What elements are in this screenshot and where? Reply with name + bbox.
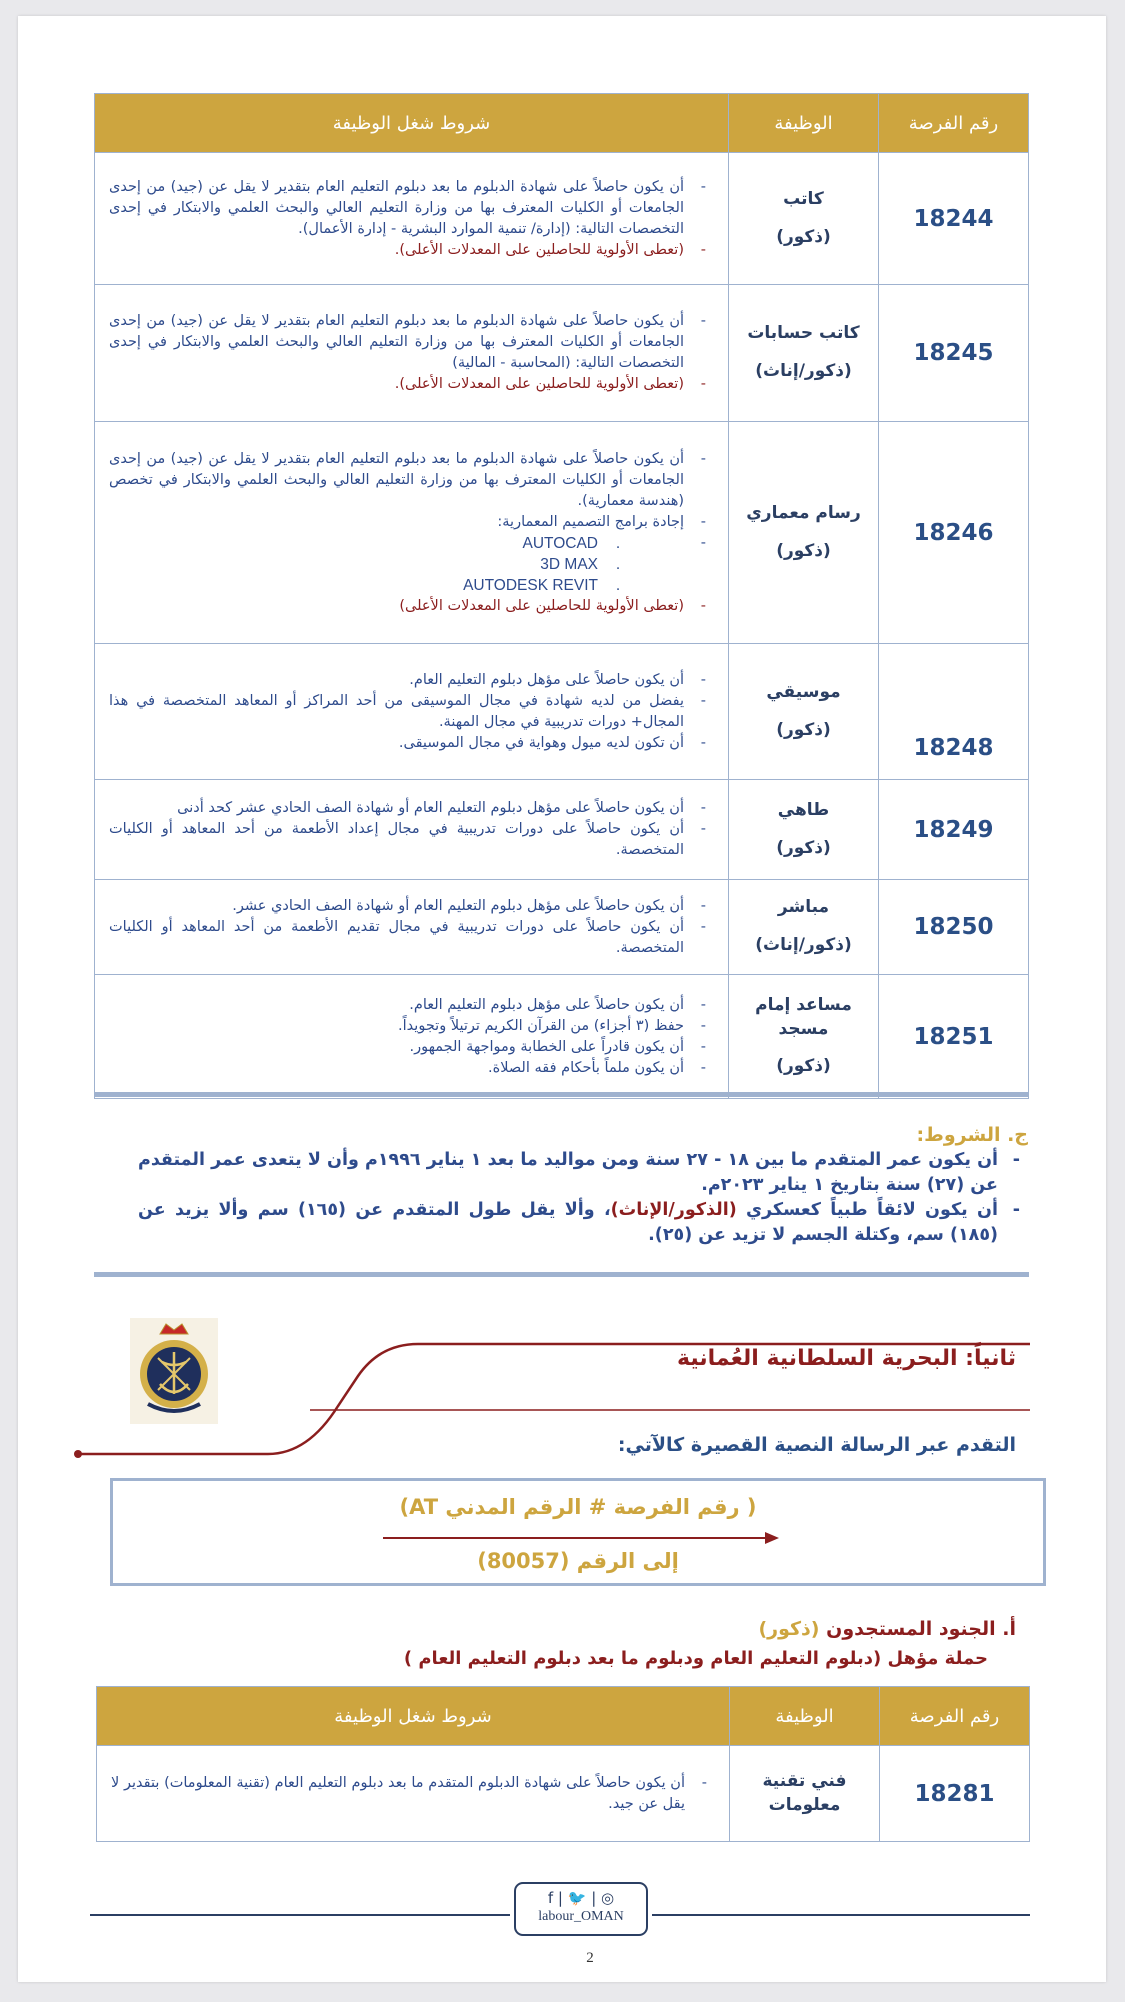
opportunity-number: 18248	[879, 644, 1029, 780]
job-gender: (ذكور/إناث)	[755, 935, 852, 955]
job-gender: (ذكور)	[776, 226, 831, 247]
navy-section-title: ثانياً: البحرية السلطانية العُمانية	[677, 1346, 1016, 1371]
job-title: كاتب حسابات	[747, 323, 860, 344]
priority-note: - (تعطى الأولوية للحاصلين على المعدلات الأعلى).	[109, 374, 708, 395]
condition-item: - أن يكون حاصلاً على دورات تدريبية في مجال تقديم الأطعمة من أحد المعاهد أو الكليات المتخصصة.	[109, 917, 708, 959]
conditions-cell	[95, 285, 729, 422]
condition-item: - أن يكون حاصلاً على شهادة الدبلوم ما بعد دبلوم التعليم العام بتقدير لا يقل عن (جيد) من إحدى الجامعات أو الكليات المعترف بها من وزارة التعليم العالي والبحث العلمي والابتكار في إحدى التخصصات التالية: (إدارة/ تنمية الموارد البشرية - إدارة الأعمال).	[109, 177, 708, 240]
table-row	[95, 780, 1029, 880]
conditions-cell	[95, 153, 729, 285]
document-page	[18, 16, 1106, 1982]
condition-item: - أن تكون لديه ميول وهواية في مجال الموسيقى.	[109, 733, 708, 754]
footer-line-left	[90, 1914, 510, 1916]
job-title: فني تقنية معلومات	[730, 1746, 880, 1842]
header-conditions: شروط شغل الوظيفة	[97, 1687, 730, 1746]
section-divider	[94, 1272, 1029, 1277]
opportunity-number: 18281	[880, 1746, 1030, 1842]
qualification-heading: حملة مؤهل (دبلوم التعليم العام ودبلوم ما بعد دبلوم التعليم العام )	[403, 1648, 988, 1669]
category-heading: أ. الجنود المستجدون (ذكور)	[758, 1618, 1016, 1640]
condition-item: - أن يكون حاصلاً على شهادة الدبلوم المتقدم ما بعد دبلوم التعليم العام (تقنية المعلومات) بتقدير لا يقل عن جيد.	[111, 1773, 709, 1815]
opportunity-number: 18245	[879, 285, 1029, 422]
table-row	[95, 153, 1029, 285]
header-job: الوظيفة	[729, 94, 879, 153]
software-item: - AUTOCAD .	[522, 534, 621, 552]
job-gender: (ذكور)	[776, 719, 831, 740]
condition-item: - إجادة برامج التصميم المعمارية:	[109, 512, 708, 533]
job-title: مباشر	[777, 897, 830, 918]
job-gender: (ذكور)	[776, 837, 831, 858]
header-opportunity: رقم الفرصة	[880, 1687, 1030, 1746]
job-title: كاتب	[783, 188, 824, 209]
priority-note: - (تعطى الأولوية للحاصلين على المعدلات الأعلى).	[109, 240, 708, 261]
table-row	[95, 880, 1029, 975]
job-cell	[729, 975, 879, 1099]
table-end-bar	[94, 1092, 1029, 1097]
jobs-table	[94, 93, 1029, 1099]
opportunity-number: 18246	[879, 422, 1029, 644]
condition-item: - حفظ (٣ أجزاء) من القرآن الكريم ترتيلاً وتجويداً.	[109, 1016, 708, 1037]
sms-instructions-title: التقدم عبر الرسالة النصية القصيرة كالآتي:	[617, 1434, 1016, 1456]
condition-item: - أن يكون قادراً على الخطابة ومواجهة الجمهور.	[109, 1037, 708, 1058]
conditions-cell	[95, 422, 729, 644]
sms-format: ( رقم الفرصة # الرقم المدني AT)	[399, 1495, 757, 1519]
footer-line-right	[652, 1914, 1030, 1916]
job-cell	[729, 780, 879, 880]
header-job: الوظيفة	[730, 1687, 880, 1746]
conditions-title: ج. الشروط:	[916, 1124, 1028, 1146]
conditions-cell	[95, 880, 729, 975]
software-item: AUTODESK REVIT .	[463, 576, 621, 594]
condition-item: - أن يكون حاصلاً على دورات تدريبية في مجال إعداد الأطعمة من أحد المعاهد أو الكليات المتخصصة.	[109, 819, 708, 861]
royal-navy-emblem	[130, 1318, 218, 1424]
condition-item: - أن يكون حاصلاً على مؤهل دبلوم التعليم العام.	[109, 995, 708, 1016]
job-title: مساعد إمام مسجد	[755, 994, 852, 1039]
job-cell	[729, 422, 879, 644]
table-header-row	[97, 1687, 1030, 1746]
job-cell	[729, 880, 879, 975]
opportunity-number: 18244	[879, 153, 1029, 285]
conditions-cell	[95, 780, 729, 880]
conditions-cell	[95, 975, 729, 1099]
social-handle: labour_OMAN	[538, 1909, 624, 1924]
condition-item: - أن يكون حاصلاً على مؤهل دبلوم التعليم العام.	[109, 670, 708, 691]
opportunity-number: 18250	[879, 880, 1029, 975]
opportunity-number: 18251	[879, 975, 1029, 1099]
condition-item: - أن يكون حاصلاً على مؤهل دبلوم التعليم العام أو شهادة الصف الحادي عشر.	[109, 896, 708, 917]
header-conditions: شروط شغل الوظيفة	[95, 94, 729, 153]
header-opportunity: رقم الفرصة	[879, 94, 1029, 153]
social-icons: f | 🐦 | ◎	[547, 1889, 615, 1907]
general-conditions	[138, 1124, 1028, 1248]
page-number: 2	[586, 1950, 594, 1966]
software-list	[109, 533, 708, 596]
job-cell	[729, 153, 879, 285]
job-gender: (ذكور)	[776, 540, 831, 561]
table-row	[97, 1746, 1030, 1842]
table-row	[95, 285, 1029, 422]
opportunity-number: 18249	[879, 780, 1029, 880]
table-row	[95, 644, 1029, 780]
job-title: موسيقي	[766, 681, 841, 702]
navy-jobs-table	[96, 1686, 1030, 1842]
sms-number: إلى الرقم (80057)	[477, 1549, 679, 1573]
condition-item: - أن يكون حاصلاً على شهادة الدبلوم ما بعد دبلوم التعليم العام بتقدير لا يقل عن (جيد) من إحدى الجامعات أو الكليات المعترف بها من وزارة التعليم العالي والبحث العلمي والابتكار في إحدى التخصصات التالية: (المحاسبة - المالية)	[109, 311, 708, 374]
job-gender: (ذكور/إناث)	[755, 361, 852, 381]
condition-item: - أن يكون حاصلاً على شهادة الدبلوم ما بعد دبلوم التعليم العام بتقدير لا يقل عن (جيد) من إحدى الجامعات أو الكليات المعترف بها من وزارة التعليم العالي والبحث العلمي والابتكار في تخصص (هندسة معمارية).	[109, 449, 708, 512]
sms-format-box	[110, 1478, 1046, 1586]
job-title: طاهي	[777, 799, 830, 820]
condition-item: - أن يكون حاصلاً على مؤهل دبلوم التعليم العام أو شهادة الصف الحادي عشر كحد أدنى	[109, 798, 708, 819]
priority-note: - (تعطى الأولوية للحاصلين على المعدلات الأعلى)	[109, 596, 708, 617]
software-item: 3D MAX .	[540, 555, 621, 573]
condition-age: - أن يكون عمر المتقدم ما بين ١٨ - ٢٧ سنة ومن مواليد ما بعد ١ يناير ١٩٩٦م وأن لا يتعدى عمر المتقدم عن (٢٧) سنة بتاريخ ١ يناير ٢٠٢٣م.	[138, 1148, 1028, 1198]
job-cell	[729, 644, 879, 780]
job-gender: (ذكور)	[776, 1056, 831, 1077]
table-row	[95, 422, 1029, 644]
condition-item: - أن يكون ملماً بأحكام فقه الصلاة.	[109, 1058, 708, 1079]
arrow-right-icon	[381, 1531, 781, 1545]
table-row	[95, 975, 1029, 1099]
conditions-cell	[97, 1746, 730, 1842]
conditions-cell	[95, 644, 729, 780]
condition-item: - يفضل من لديه شهادة في مجال الموسيقى من أحد المراكز أو المعاهد المتخصصة في هذا المجال+ دورات تدريبية في مجال المهنة.	[109, 691, 708, 733]
condition-medical: - أن يكون لائقاً طبياً كعسكري (الذكور/الإناث)، وألا يقل طول المتقدم عن (١٦٥) سم وألا يزيد عن (١٨٥) سم، وكتلة الجسم لا تزيد عن (٢٥).	[138, 1198, 1028, 1248]
job-cell	[729, 285, 879, 422]
social-media-badge[interactable]	[514, 1882, 648, 1936]
table-header-row	[95, 94, 1029, 153]
job-title: رسام معماري	[746, 502, 861, 523]
